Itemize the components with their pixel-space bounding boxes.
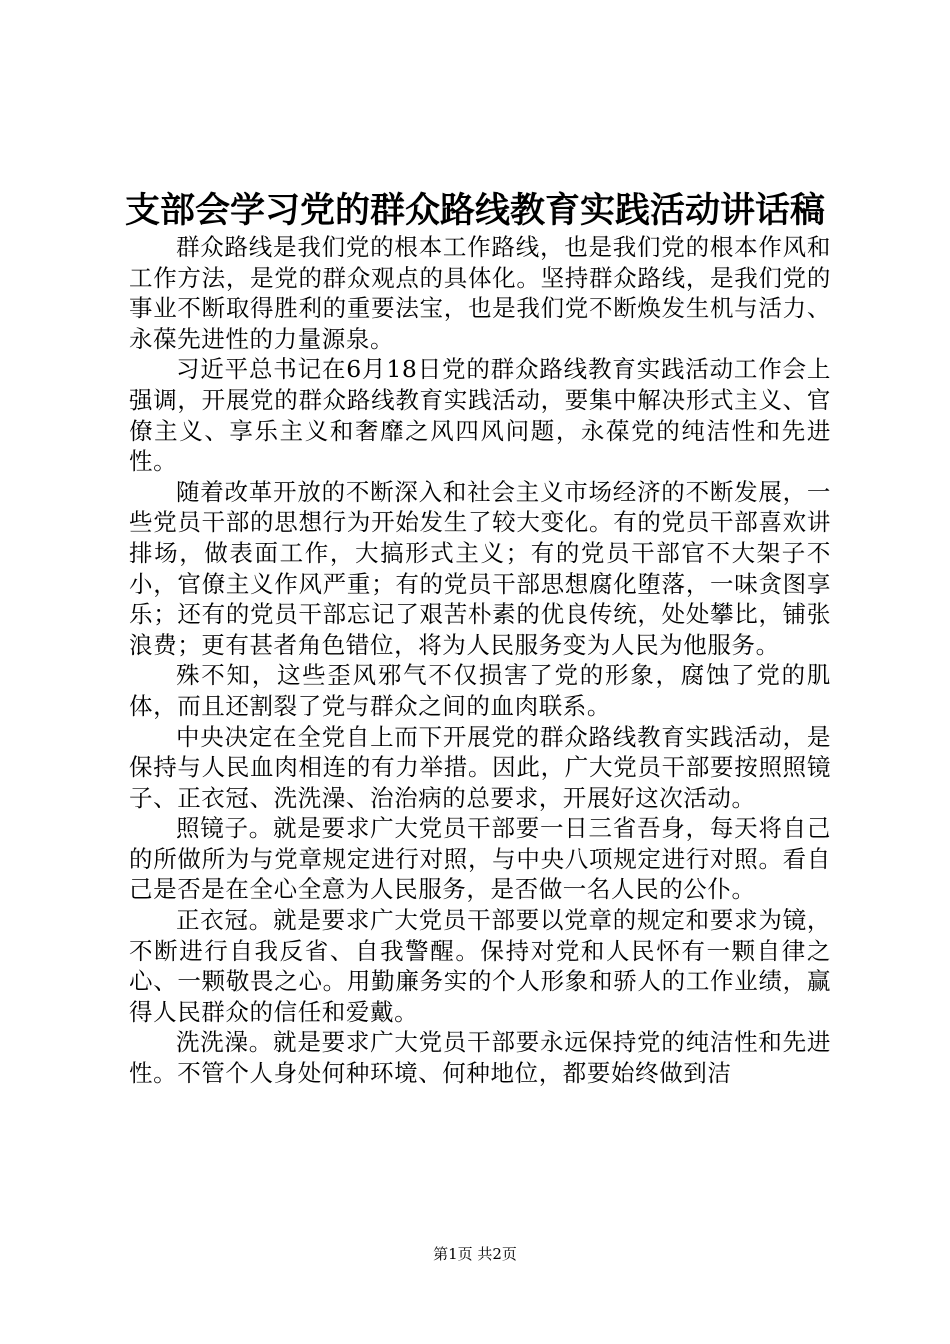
page-number-footer: 第1页 共2页 [433, 1245, 517, 1263]
paragraph-4: 殊不知，这些歪风邪气不仅损害了党的形象，腐蚀了党的肌体，而且还割裂了党与群众之间的血肉联系。 [129, 661, 831, 720]
document-title: 支部会学习党的群众路线教育实践活动讲话稿 [124, 190, 825, 231]
paragraph-5: 中央决定在全党自上而下开展党的群众路线教育实践活动，是保持与人民血肉相连的有力举措。因此，广大党员干部要按照照镜子、正衣冠、洗洗澡、治治病的总要求，开展好这次活动。 [129, 722, 831, 812]
paragraph-3: 随着改革开放的不断深入和社会主义市场经济的不断发展，一些党员干部的思想行为开始发生了较大变化。有的党员干部喜欢讲排场，做表面工作，大搞形式主义；有的党员干部官不大架子不小，官僚主义作风严重；有的党员干部思想腐化堕落，一味贪图享乐；还有的党员干部忘记了艰苦朴素的优良传统，处处攀比，铺张浪费；更有甚者角色错位，将为人民服务变为人民为他服务。 [129, 477, 831, 659]
document-body [129, 232, 831, 1089]
paragraph-2: 习近平总书记在6月18日党的群众路线教育实践活动工作会上强调，开展党的群众路线教育实践活动，要集中解决形式主义、官僚主义、享乐主义和奢靡之风四风问题，永葆党的纯洁性和先进性。 [129, 355, 831, 476]
paragraph-6: 照镜子。就是要求广大党员干部要一日三省吾身，每天将自己的所做所为与党章规定进行对照，与中央八项规定进行对照。看自己是否是在全心全意为人民服务，是否做一名人民的公仆。 [129, 814, 831, 904]
paragraph-1: 群众路线是我们党的根本工作路线，也是我们党的根本作风和工作方法，是党的群众观点的具体化。坚持群众路线，是我们党的事业不断取得胜利的重要法宝，也是我们党不断焕发生机与活力、永葆先进性的力量源泉。 [129, 233, 831, 353]
paragraph-7: 正衣冠。就是要求广大党员干部要以党章的规定和要求为镜，不断进行自我反省、自我警醒。保持对党和人民怀有一颗自律之心、一颗敬畏之心。用勤廉务实的个人形象和骄人的工作业绩，赢得人民群众的信任和爱戴。 [129, 906, 831, 1026]
paragraph-8: 洗洗澡。就是要求广大党员干部要永远保持党的纯洁性和先进性。不管个人身处何种环境、何种地位，都要始终做到洁 [129, 1028, 831, 1088]
